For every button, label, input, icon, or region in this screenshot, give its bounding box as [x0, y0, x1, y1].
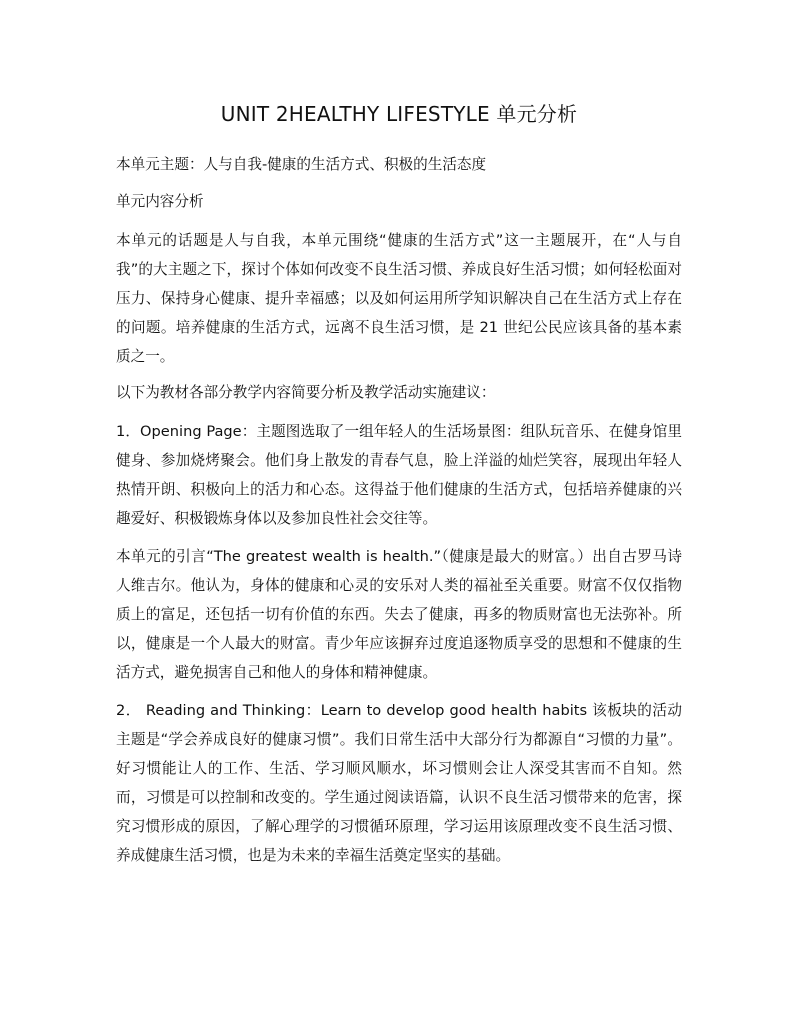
document-title: UNIT 2HEALTHY LIFESTYLE 单元分析 — [220, 102, 578, 126]
paragraph-opening-page: 1．Opening Page：主题图选取了一组年轻人的生活场景图：组队玩音乐、在健身馆里健身、参加烧烤聚会。他们身上散发的青春气息，脸上洋溢的灿烂笑容，展现出年轻人热情开朗、积极向上的活力和心态。这得益于他们健康的生活方式，包括培养健康的兴趣爱好、积极锻炼身体以及参加良性社会交往等。 — [116, 423, 682, 527]
paragraph-reading-thinking: 2． Reading and Thinking：Learn to develop good health habits 该板块的活动主题是“学会养成良好的健康习惯”。我们日常生活中大部分行为都源自“习惯的力量”。好习惯能让人的工作、生活、学习顺风顺水，坏习惯则会让人深受其害而不自知。然而，习惯是可以控制和改变的。学生通过阅读语篇，认识不良生活习惯带来的危害，探究习惯形成的原因，了解心理学的习惯循环原理，学习运用该原理改变不良生活习惯、养成健康生活习惯，也是为未来的幸福生活奠定坚实的基础。 — [116, 702, 682, 864]
document-page — [116, 96, 682, 879]
paragraph-quote: 本单元的引言“The greatest wealth is health.”（健康是最大的财富。）出自古罗马诗人维吉尔。他认为，身体的健康和心灵的安乐对人类的福祉至关重要。财富不仅仅指物质上的富足，还包括一切有价值的东西。失去了健康，再多的物质财富也无法弥补。所以，健康是一个人最大的财富。青少年应该摒弃过度追逐物质享受的思想和不健康的生活方式，避免损害自己和他人的身体和精神健康。 — [116, 548, 682, 681]
section-heading: 单元内容分析 — [116, 193, 204, 210]
paragraph-topic: 本单元的话题是人与自我，本单元围绕“健康的生活方式”这一主题展开，在“人与自我”的大主题之下，探讨个体如何改变不良生活习惯、养成良好生活习惯；如何轻松面对压力、保持身心健康、提升幸福感；以及如何运用所学知识解决自己在生活方式上存在的问题。培养健康的生活方式，远离不良生活习惯，是 21 世纪公民应该具备的基本素质之一。 — [116, 232, 682, 365]
paragraph-intro: 以下为教材各部分教学内容简要分析及教学活动实施建议： — [116, 384, 496, 401]
theme-line: 本单元主题：人与自我-健康的生活方式、积极的生活态度 — [116, 156, 487, 173]
